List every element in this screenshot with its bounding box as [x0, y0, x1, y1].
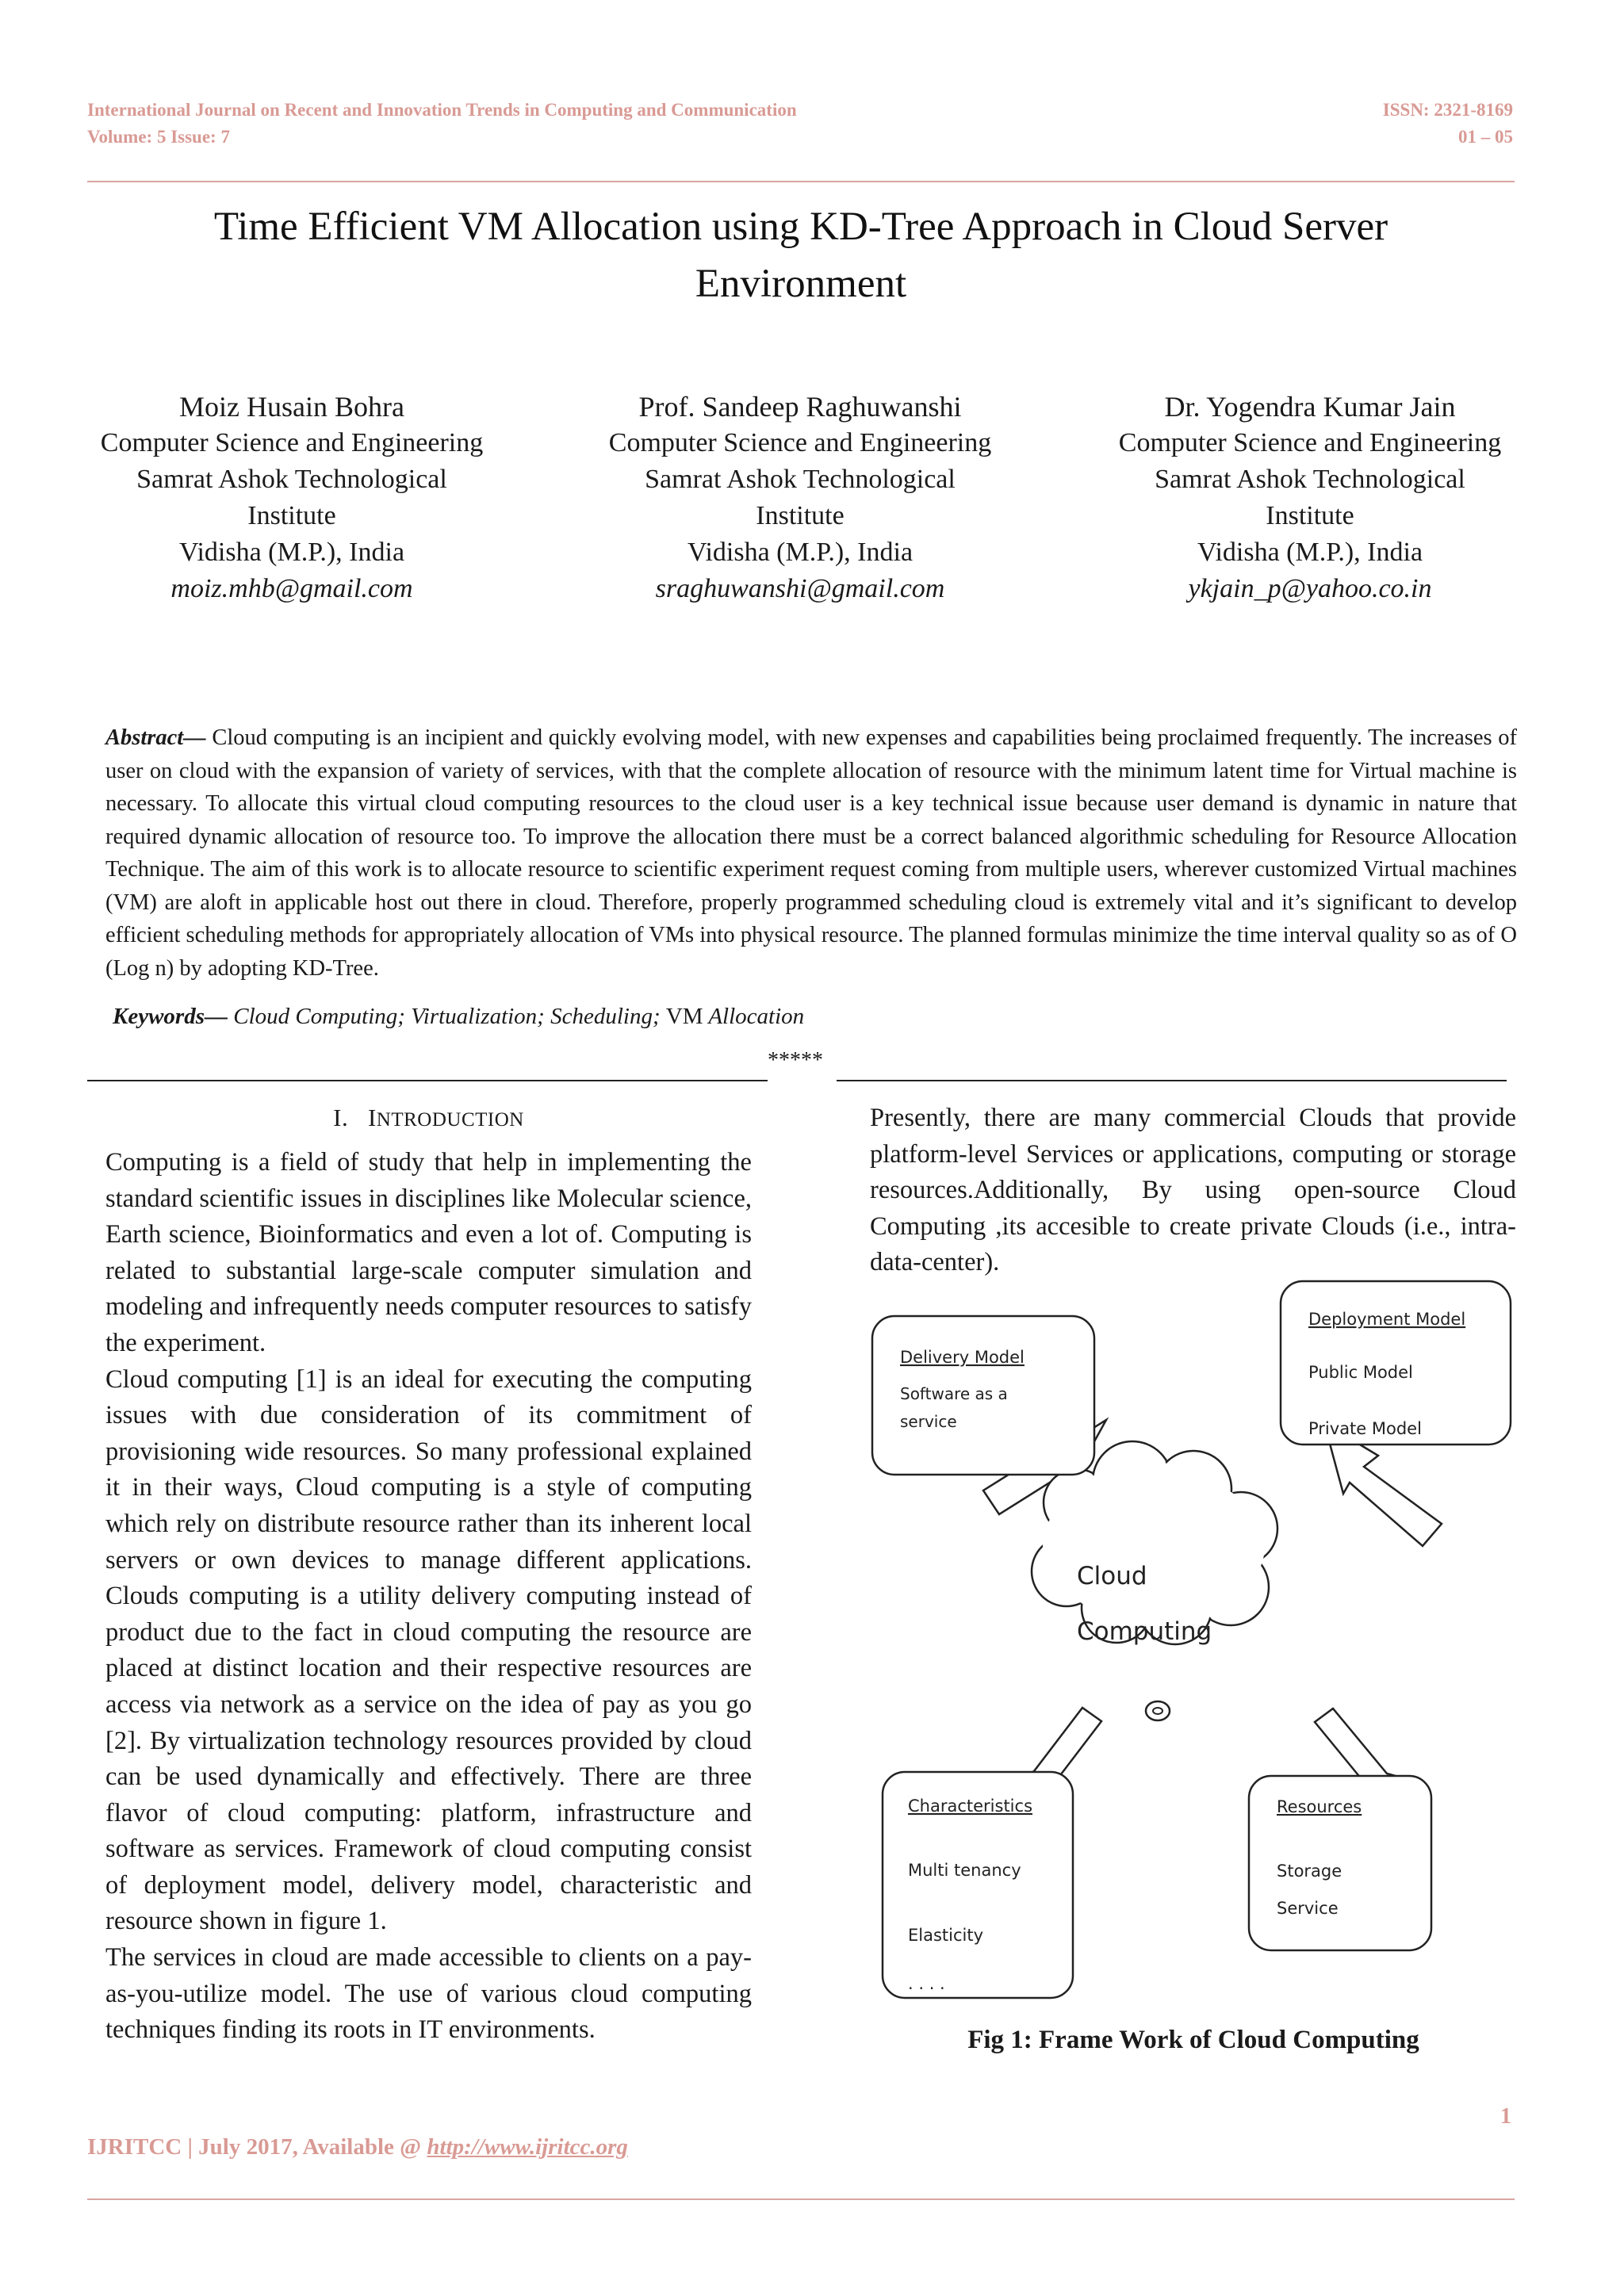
journal-name: International Journal on Recent and Innovation Trends in Computing and Communication [87, 100, 797, 120]
footer [87, 2134, 628, 2160]
author-block-3 [1080, 388, 1540, 607]
title-line-2: Environment [695, 262, 907, 306]
paragraph: Cloud computing [1] is an ideal for executing the computing issues with due consideration of its commitment of provisioning wide resources. So many professional explained it in their ways, Cloud computing is a style of computing which rely on distribute resource rather than its inherent local servers or own devices to manage different applications. Clouds computing is a utility delivery computing instead of product due to the fact in cloud computing the resource are placed at distinct location and their respective resources are access via network as a service on the idea of pay as you go [2]. By virtualization technology resources provided by cloud can be used dynamically and effectively. There are three flavor of cloud computing: platform, infrastructure and software as services. Framework of cloud computing consist of deployment model, delivery model, characteristic and resource shown in figure 1. [105, 1364, 752, 1936]
cloud-label-1: Cloud [1077, 1562, 1147, 1590]
cloud-bubble-inner [1153, 1708, 1162, 1714]
resources-title: Resources [1277, 1797, 1362, 1816]
deployment-model-item: Private Model [1308, 1419, 1422, 1438]
resources-item: Service [1277, 1899, 1339, 1918]
keywords-text: Cloud Computing; Virtualization; Scheduling; [228, 1004, 666, 1029]
paragraph: Presently, there are many commercial Clouds that provide platform-level Services or applications, computing or storage resources.Additionally, By using open-source Cloud Computing ,its accesible to create private Clouds (i.e., intra-data-center). [870, 1104, 1516, 1277]
section-numeral: I. [333, 1104, 349, 1131]
characteristics-item: Multi tenancy [908, 1861, 1021, 1880]
author-institute: Samrat Ashok Technological [645, 465, 956, 494]
author-location: Vidisha (M.P.), India [687, 538, 914, 567]
deployment-model-title: Deployment Model [1308, 1310, 1466, 1329]
abstract [105, 721, 1517, 985]
right-column [870, 1100, 1516, 1281]
footer-rule [87, 2198, 1515, 2200]
keywords-vm: VM [665, 1004, 703, 1029]
section-title-rest: NTRODUCTION [376, 1109, 524, 1131]
separator-rule-right [837, 1080, 1507, 1081]
author-location: Vidisha (M.P.), India [1197, 538, 1423, 567]
paragraph: Computing is a field of study that help in implementing the standard scientific issues in disciplines like Molecular science, Earth science, Bioinformatics and even a lot of. Computing is related to substantial large-scale computer simulation and modeling and infrequently needs computer resources to satisfy the experiment. [105, 1148, 752, 1357]
author-name: Dr. Yogendra Kumar Jain [1164, 391, 1456, 423]
journal-link[interactable]: http://www.ijritcc.org [427, 2134, 628, 2160]
keywords-text-end: Allocation [703, 1004, 805, 1029]
author-institute: Samrat Ashok Technological [136, 465, 447, 494]
author-institute-cont: Institute [756, 501, 845, 530]
delivery-model-item-cont: service [900, 1412, 957, 1431]
author-location: Vidisha (M.P.), India [178, 538, 405, 567]
separator-stars: ***** [768, 1048, 823, 1073]
author-dept: Computer Science and Engineering [100, 428, 484, 457]
author-dept: Computer Science and Engineering [1118, 428, 1502, 457]
section-heading [105, 1104, 752, 1132]
author-block-2 [570, 388, 1030, 607]
author-name: Prof. Sandeep Raghuwanshi [638, 391, 962, 423]
page-range: 01 – 05 [1458, 127, 1513, 147]
figure-diagram [864, 1276, 1522, 2014]
issn-header [1383, 97, 1513, 151]
issn: ISSN: 2321-8169 [1382, 100, 1513, 120]
header-rule [87, 181, 1515, 182]
left-column [105, 1145, 752, 2049]
keywords-label: Keywords— [113, 1004, 228, 1029]
characteristics-title: Characteristics [908, 1797, 1033, 1816]
cloud-framework-figure [864, 1276, 1522, 2014]
author-email[interactable]: ykjain_p@yahoo.co.in [1188, 574, 1432, 603]
author-block-1 [62, 388, 522, 607]
deployment-model-item: Public Model [1308, 1363, 1413, 1382]
cloud-core [1043, 1471, 1265, 1621]
author-email[interactable]: sraghuwanshi@gmail.com [655, 574, 945, 603]
delivery-model-item: Software as a [900, 1384, 1008, 1403]
abstract-label: Abstract— [105, 725, 206, 750]
journal-volume: Volume: 5 Issue: 7 [87, 127, 230, 147]
characteristics-item-cut: · · · · [908, 1979, 945, 1998]
author-institute: Samrat Ashok Technological [1155, 465, 1465, 494]
page-number: 1 [1500, 2104, 1511, 2129]
author-name: Moiz Husain Bohra [179, 391, 404, 423]
figure-caption: Fig 1: Frame Work of Cloud Computing [967, 2026, 1419, 2054]
abstract-text: Cloud computing is an incipient and quickly evolving model, with new expenses and capabilities being proclaimed frequently. The increases of user on cloud with the expansion of variety of services, with that the complete allocation of resource with the minimum latent time for Virtual machine is necessary. To allocate this virtual cloud computing resources to the cloud user is a key technical issue because user demand is dynamic in nature that required dynamic allocation of resource too. To improve the allocation there must be a correct balanced algorithmic scheduling for Resource Allocation Technique. The aim of this work is to allocate resource to scientific experiment request coming from multiple users, wherever customized Virtual machines (VM) are aloft in applicable host out there in cloud. Therefore, properly programmed scheduling cloud is extremely vital and it’s significant to develop efficient scheduling methods for appropriately allocation of VMs into physical resource. The planned formulas minimize the time interval quality so as of O (Log n) by adopting KD-Tree. [105, 725, 1517, 981]
author-email[interactable]: moiz.mhb@gmail.com [170, 574, 413, 603]
characteristics-item: Elasticity [908, 1926, 984, 1945]
section-title-initial: I [367, 1104, 377, 1131]
separator-rule-left [87, 1080, 768, 1081]
paper-title [95, 198, 1507, 312]
keywords [113, 1001, 804, 1032]
cloud-label-2: Computing [1077, 1617, 1212, 1646]
resources-item: Storage [1277, 1862, 1342, 1881]
title-line-1: Time Efficient VM Allocation using KD-Tree Approach in Cloud Server [213, 205, 1388, 249]
footer-text: IJRITCC | July 2017, Available @ [87, 2134, 427, 2160]
author-institute-cont: Institute [247, 501, 336, 530]
journal-header [87, 97, 797, 151]
paragraph: The services in cloud are made accessible to clients on a pay-as-you-utilize model. The use of various cloud computing techniques finding its roots in IT environments. [105, 1943, 752, 2045]
delivery-model-title: Delivery Model [900, 1348, 1025, 1367]
author-dept: Computer Science and Engineering [608, 428, 992, 457]
author-institute-cont: Institute [1266, 501, 1354, 530]
